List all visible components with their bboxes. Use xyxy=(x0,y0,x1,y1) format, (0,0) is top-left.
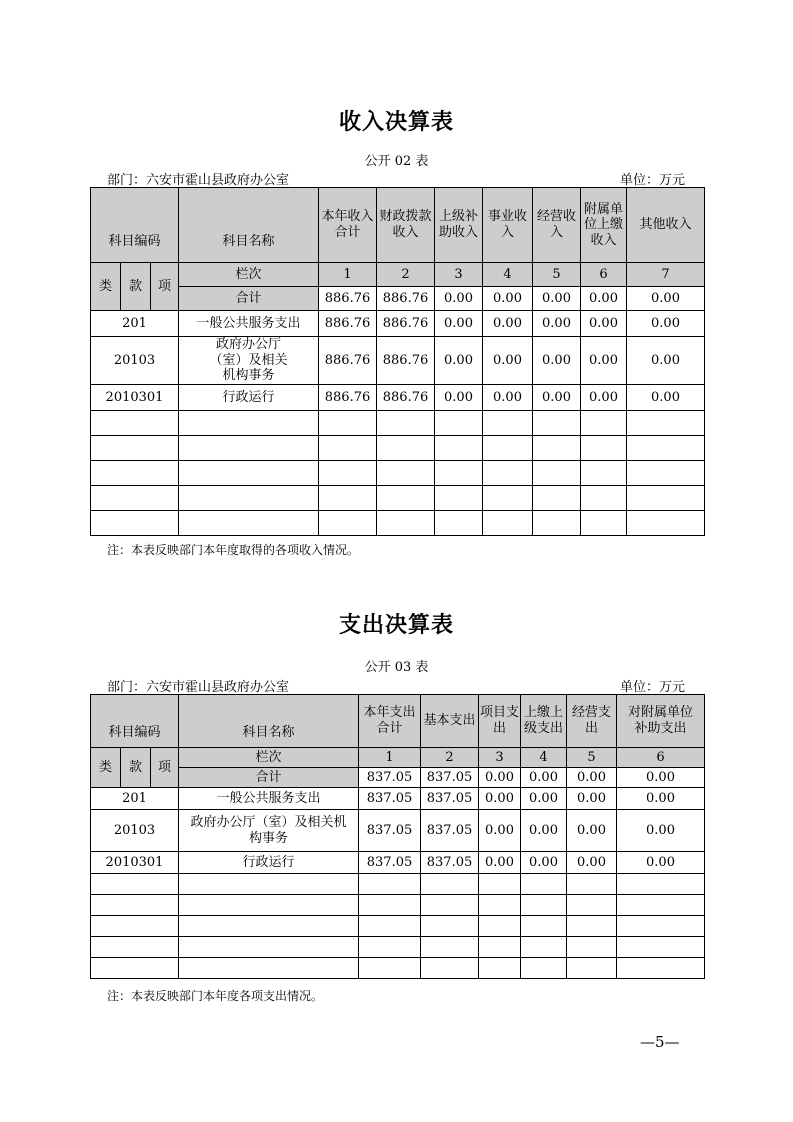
expense-department: 部门：六安市霍山县政府办公室 xyxy=(107,680,290,695)
cell-value: 0.00 xyxy=(567,768,617,788)
empty-row xyxy=(91,895,705,916)
row-code: 20103 xyxy=(91,337,179,385)
column-number: 5 xyxy=(567,748,617,768)
cell-value: 0.00 xyxy=(521,788,567,810)
column-header: 经营收入 xyxy=(533,188,581,263)
cell-value: 0.00 xyxy=(521,852,567,874)
empty-row xyxy=(91,511,705,536)
table-row xyxy=(91,810,705,852)
cell-value: 0.00 xyxy=(435,311,483,337)
column-header: 对附属单位补助支出 xyxy=(617,695,705,748)
subject-code-header: 科目编码 xyxy=(91,695,179,748)
income-title: 收入决算表 xyxy=(338,110,454,135)
cell-value: 0.00 xyxy=(627,385,705,411)
column-number: 3 xyxy=(435,263,483,287)
cell-value: 0.00 xyxy=(567,810,617,852)
cell-value: 0.00 xyxy=(533,287,581,311)
lei-header: 类 xyxy=(91,748,121,788)
cell-value: 0.00 xyxy=(617,810,705,852)
subject-name-header: 科目名称 xyxy=(179,188,319,263)
cell-value: 0.00 xyxy=(483,337,533,385)
cell-value: 0.00 xyxy=(581,311,627,337)
cell-value: 0.00 xyxy=(581,337,627,385)
column-header: 本年支出合计 xyxy=(359,695,421,748)
expense-note: 注：本表反映部门本年度各项支出情况。 xyxy=(107,989,324,1003)
table-row xyxy=(91,385,705,411)
cell-value: 886.76 xyxy=(319,337,377,385)
cell-value: 0.00 xyxy=(617,852,705,874)
kuan-header: 款 xyxy=(121,263,151,311)
cell-value: 837.05 xyxy=(359,768,421,788)
column-header: 附属单位上缴收入 xyxy=(581,188,627,263)
column-number: 3 xyxy=(479,748,521,768)
row-code: 2010301 xyxy=(91,385,179,411)
row-code: 201 xyxy=(91,311,179,337)
cell-value: 0.00 xyxy=(483,311,533,337)
cell-value: 0.00 xyxy=(567,788,617,810)
cell-value: 0.00 xyxy=(627,311,705,337)
income-unit: 单位：万元 xyxy=(619,173,685,188)
row-name: 合计 xyxy=(179,287,319,311)
empty-row xyxy=(91,461,705,486)
column-header: 财政拨款收入 xyxy=(377,188,435,263)
cell-value: 0.00 xyxy=(435,385,483,411)
empty-row xyxy=(91,958,705,979)
cell-value: 837.05 xyxy=(421,810,479,852)
column-number: 4 xyxy=(483,263,533,287)
column-number: 7 xyxy=(627,263,705,287)
column-header: 经营支出 xyxy=(567,695,617,748)
row-name: 合计 xyxy=(179,768,359,788)
cell-value: 0.00 xyxy=(533,337,581,385)
table-row xyxy=(91,788,705,810)
table-row xyxy=(91,852,705,874)
lei-header: 类 xyxy=(91,263,121,311)
cell-value: 886.76 xyxy=(319,385,377,411)
cell-value: 837.05 xyxy=(359,810,421,852)
cell-value: 0.00 xyxy=(521,810,567,852)
row-name: 一般公共服务支出 xyxy=(179,311,319,337)
cell-value: 0.00 xyxy=(617,768,705,788)
page-number: —5— xyxy=(640,1033,680,1051)
xiang-header: 项 xyxy=(151,748,179,788)
kuan-header: 款 xyxy=(121,748,151,788)
table-row xyxy=(91,768,705,788)
cell-value: 886.76 xyxy=(377,385,435,411)
column-header: 项目支出 xyxy=(479,695,521,748)
column-header: 上级补助收入 xyxy=(435,188,483,263)
row-name: 政府办公厅（室）及相关机构事务 xyxy=(179,337,319,385)
column-header: 事业收入 xyxy=(483,188,533,263)
cell-value: 837.05 xyxy=(421,768,479,788)
cell-value: 0.00 xyxy=(479,768,521,788)
row-code: 201 xyxy=(91,788,179,810)
income-header-row xyxy=(91,188,705,263)
empty-row xyxy=(91,916,705,937)
column-number: 2 xyxy=(377,263,435,287)
column-header: 基本支出 xyxy=(421,695,479,748)
column-number: 2 xyxy=(421,748,479,768)
cell-value: 0.00 xyxy=(483,385,533,411)
cell-value: 0.00 xyxy=(435,337,483,385)
row-name: 行政运行 xyxy=(179,852,359,874)
empty-row xyxy=(91,486,705,511)
cell-value: 0.00 xyxy=(479,810,521,852)
empty-row xyxy=(91,436,705,461)
cell-value: 0.00 xyxy=(581,287,627,311)
cell-value: 837.05 xyxy=(421,788,479,810)
column-number: 1 xyxy=(319,263,377,287)
income-table xyxy=(90,187,705,536)
income-department: 部门：六安市霍山县政府办公室 xyxy=(107,173,290,188)
income-form-code: 公开 02 表 xyxy=(364,154,429,169)
income-column-number-row xyxy=(91,263,705,287)
empty-row xyxy=(91,937,705,958)
table-row xyxy=(91,337,705,385)
cell-value: 0.00 xyxy=(521,768,567,788)
expense-title: 支出决算表 xyxy=(338,613,454,638)
cell-value: 886.76 xyxy=(377,337,435,385)
cell-value: 0.00 xyxy=(533,311,581,337)
column-number: 4 xyxy=(521,748,567,768)
row-code: 2010301 xyxy=(91,852,179,874)
subject-name-header: 科目名称 xyxy=(179,695,359,748)
row-name: 行政运行 xyxy=(179,385,319,411)
cell-value: 886.76 xyxy=(319,311,377,337)
empty-row xyxy=(91,874,705,895)
column-header: 其他收入 xyxy=(627,188,705,263)
cell-value: 886.76 xyxy=(377,287,435,311)
cell-value: 0.00 xyxy=(567,852,617,874)
cell-value: 886.76 xyxy=(377,311,435,337)
subject-code-header: 科目编码 xyxy=(91,188,179,263)
expense-table xyxy=(90,694,705,979)
column-number: 5 xyxy=(533,263,581,287)
expense-header-row xyxy=(91,695,705,748)
table-row xyxy=(91,287,705,311)
column-number: 1 xyxy=(359,748,421,768)
lanci-header: 栏次 xyxy=(179,263,319,287)
cell-value: 0.00 xyxy=(617,788,705,810)
cell-value: 837.05 xyxy=(421,852,479,874)
column-header: 本年收入合计 xyxy=(319,188,377,263)
cell-value: 886.76 xyxy=(319,287,377,311)
empty-row xyxy=(91,411,705,436)
row-name: 一般公共服务支出 xyxy=(179,788,359,810)
expense-unit: 单位：万元 xyxy=(619,680,685,695)
lanci-header: 栏次 xyxy=(179,748,359,768)
cell-value: 0.00 xyxy=(479,788,521,810)
expense-column-number-row xyxy=(91,748,705,768)
column-number: 6 xyxy=(617,748,705,768)
table-row xyxy=(91,311,705,337)
cell-value: 0.00 xyxy=(533,385,581,411)
cell-value: 837.05 xyxy=(359,788,421,810)
cell-value: 0.00 xyxy=(581,385,627,411)
expense-form-code: 公开 03 表 xyxy=(364,660,429,675)
xiang-header: 项 xyxy=(151,263,179,311)
cell-value: 0.00 xyxy=(483,287,533,311)
column-header: 上缴上级支出 xyxy=(521,695,567,748)
row-name: 政府办公厅（室）及相关机构事务 xyxy=(179,810,359,852)
column-number: 6 xyxy=(581,263,627,287)
cell-value: 0.00 xyxy=(627,337,705,385)
cell-value: 0.00 xyxy=(435,287,483,311)
cell-value: 0.00 xyxy=(479,852,521,874)
row-code: 20103 xyxy=(91,810,179,852)
cell-value: 837.05 xyxy=(359,852,421,874)
income-note: 注：本表反映部门本年度取得的各项收入情况。 xyxy=(107,543,360,557)
cell-value: 0.00 xyxy=(627,287,705,311)
